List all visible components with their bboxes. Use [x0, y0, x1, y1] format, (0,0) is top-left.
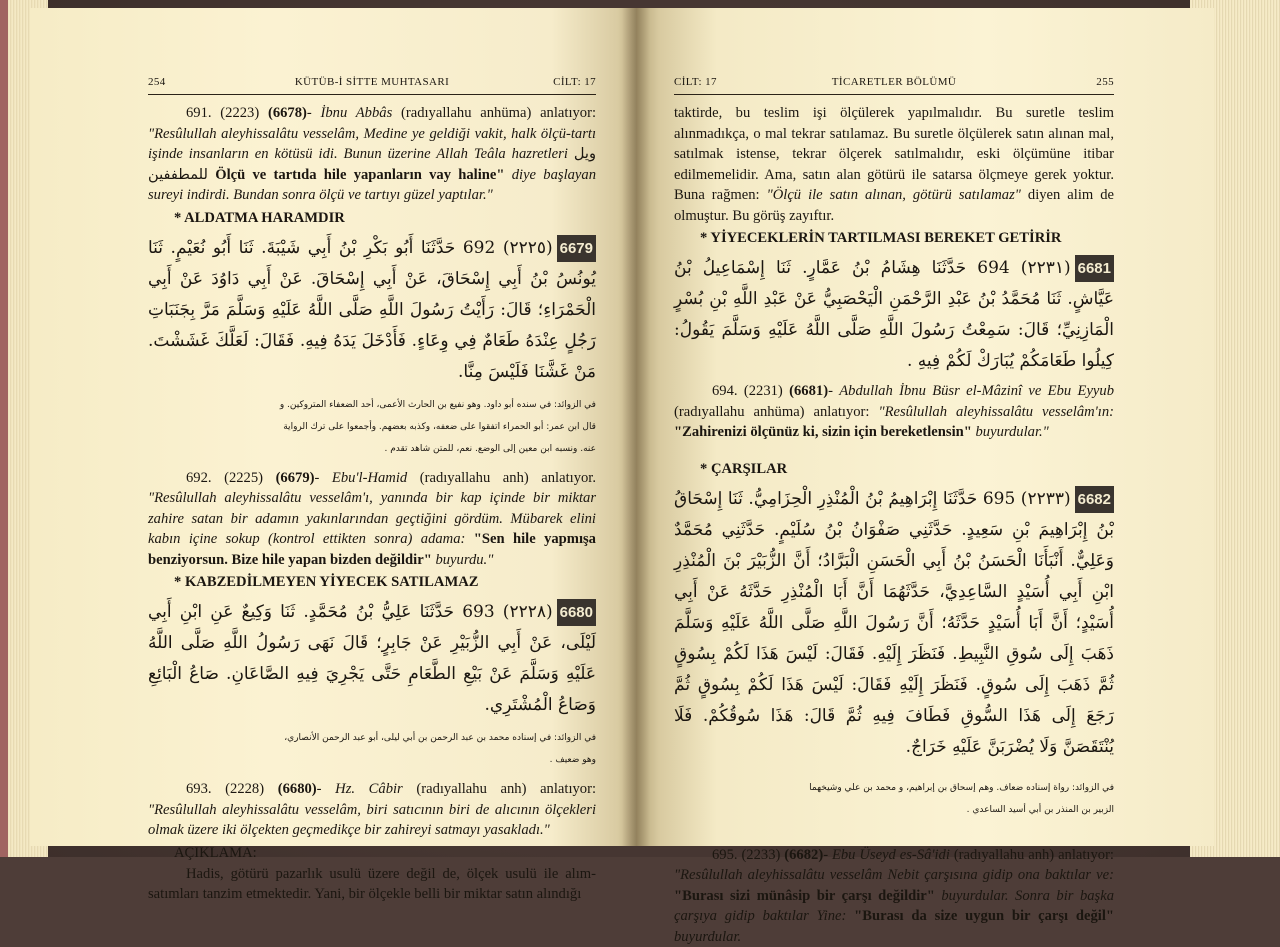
- text-span: -: [823, 847, 832, 863]
- text-span: (radıyallahu anhüma) anlatıyor:: [392, 105, 596, 121]
- text-span: buyurdular.": [972, 424, 1049, 440]
- hadith-number-badge: 6681: [1075, 255, 1114, 282]
- paragraph-continued: [674, 103, 1114, 226]
- text-span: -: [317, 781, 336, 797]
- text-span: "Sen hile yapmışa benziyorsun. Bize hile yapan bizden değildir": [148, 531, 596, 568]
- text-span: Hz. Câbir: [335, 781, 403, 797]
- text-span: (radıyallahu anhüma) anlatıyor:: [674, 404, 878, 420]
- section-heading: * ÇARŞILAR: [700, 461, 1114, 478]
- text-span: "Resûlullah aleyhissalâtu vesselâm'ın:: [878, 404, 1114, 420]
- text-span: (٢٢٣٣) 695 حَدَّثَنَا إِبْرَاهِيمُ بْنُ الْمُنْذِرِ الْحِزَامِيُّ. ثَنَا إِسْحَاقُ بْنُ إِبْرَاهِيمَ بْنِ سَعِيدٍ. حَدَّثَنِي صَفْوَانُ بْنُ سُلَيْمٍ. حَدَّثَنِي مُحَمَّدٌ وَعَلِيٌّ. أَنْبَأَنَا الْحَسَنُ بْنُ أَبِي الْحَسَنِ الْبَرَّادُ؛ أَنَّ الزُّبَيْرَ بْنَ الْمُنْذِرِ ابْنِ أَبِي أُسَيْدٍ السَّاعِدِيَّ، حَدَّثَهُمَا أَنَّ أَبَا الْمُنْذِرِ حَدَّثَهُ عَنْ أَبِي أُسَيْدٍ؛ أَنَّ أَبَا أُسَيْدٍ حَدَّثَهُ؛ أَنَّ رَسُولَ اللَّهِ صَلَّى اللَّهُ عَلَيْهِ وَسَلَّمَ ذَهَبَ إِلَى سُوقِ النَّبِيطِ. فَنَظَرَ إِلَيْهِ. فَقَالَ: لَيْسَ هَذَا لَكُمْ بِسُوقٍ ثُمَّ ذَهَبَ إِلَى سُوقٍ. فَنَظَرَ إِلَيْهِ فَقَالَ: لَيْسَ هَذَا لَكُمْ بِسُوقٍ ثُمَّ رَجَعَ إِلَى هَذَا السُّوقِ فَطَافَ فِيهِ ثُمَّ قَالَ: هَذَا سُوقُكُمْ. فَلَا يُنْتَقَصَنَّ وَلَا يُضْرَبَنَّ عَلَيْهِ خَرَاجٌ.: [674, 489, 1114, 757]
- paragraph-691: [148, 103, 596, 206]
- text-span: "Resûlullah aleyhissalâtu vesselâm Nebit çarşısına gidip ona baktılar ve:: [674, 867, 1114, 883]
- arabic-phrase: ويل للمطففين: [148, 145, 596, 183]
- text-span: Ebu Üseyd es-Sâ'idi: [832, 847, 950, 863]
- text-span: الزبير بن المنذر بن أبي أسيد الساعدي .: [674, 799, 1114, 821]
- text-span: İbnu Abbâs: [321, 105, 393, 121]
- text-span: (٢٢٢٥) 692 حَدَّثَنَا أَبُو بَكْرِ بْنُ أَبِي شَيْبَةَ. ثَنَا أَبُو نُعَيْمٍ. ثَنَا يُونُسُ بْنُ أَبِي إِسْحَاقَ، عَنْ أَبِي إِسْحَاقَ. عَنْ أَبِي دَاوُدَ عَنْ أَبِي الْحَمْرَاءِ؛ قَالَ: رَأَيْتُ رَسُولَ اللَّهِ صَلَّى اللَّهُ عَلَيْهِ وَسَلَّمَ مَرَّ بِجَنَبَاتِ رَجُلٍ عِنْدَهُ طَعَامٌ فِي وِعَاءٍ. فَأَدْخَلَ يَدَهُ فِيهِ. فَقَالَ: لَعَلَّكَ غَشَشْتَ. مَنْ غَشَّنَا فَلَيْسَ مِنَّا.: [148, 238, 596, 382]
- text-span: 693. (2228): [186, 781, 278, 797]
- paragraph-explanation: Hadis, götürü pazarlık usulü üzere değil de, ölçek usulü ile alım-satımları tanzim etmektedir. Yani, bir ölçekle belli bir miktar satın alındığı: [148, 864, 596, 905]
- page-number: 255: [1096, 76, 1114, 88]
- text-span: (6681): [789, 383, 828, 399]
- text-span: -: [307, 105, 321, 121]
- arabic-hadith-6681: [674, 253, 1114, 377]
- paragraph-693: [148, 779, 596, 841]
- text-span: "Ölçü ile satın alınan, götürü satılamaz": [767, 187, 1021, 203]
- arabic-footnote-6679: [148, 394, 596, 460]
- hadith-number-badge: 6682: [1075, 486, 1114, 513]
- text-span: وهو ضعيف .: [148, 749, 596, 771]
- right-page-header: [674, 66, 1114, 95]
- text-span: buyurdular. Sonra bir başka çarşıya gidip baktılar Yine:: [674, 888, 1114, 925]
- arabic-hadith-6682: [674, 484, 1114, 763]
- text-span: taktirde, bu teslim işi ölçülerek yapılmalıdır. Bu suretle teslim alınmadıkça, o mal tekrar satılamaz. Bu suretle ölçülerek satın alınan mal, satılmak istense, tekrar ölçerek satılmalıdır, eski ölçümüne itibar edilmemelidir. Ama, satın alan götürü ile satarsa ölçmeye gerek yoktur. Buna rağmen:: [674, 105, 1114, 203]
- text-span: 695. (2233): [712, 847, 784, 863]
- volume-label: CİLT: 17: [674, 76, 717, 88]
- text-span: "Burası sizi münâsip bir çarşı değildir": [674, 888, 935, 904]
- text-span: (radıyallahu anh) anlatıyor.: [407, 470, 596, 486]
- text-span: (٢٢٣١) 694 حَدَّثَنَا هِشَامُ بْنُ عَمَّارٍ. ثَنَا إِسْمَاعِيلُ بْنُ عَيَّاشٍ. ثَنَا مُحَمَّدُ بْنُ عَبْدِ الرَّحْمَنِ الْيَحْصَبِيُّ عَنْ عَبْدِ اللَّهِ بْنِ بُسْرٍ الْمَازِنِيِّ؛ قَالَ: سَمِعْتُ رَسُولَ اللَّهِ صَلَّى اللَّهُ عَلَيْهِ وَسَلَّمَ يَقُولُ: كِيلُوا طَعَامَكُمْ يُبَارَكْ لَكُمْ فِيهِ .: [674, 258, 1114, 371]
- hadith-number-badge: 6680: [557, 599, 596, 626]
- text-span: "Resûlullah aleyhissalâtu vesselâm, Medine ye geldiği vakit, halk ölçü-tartı işinde insanların en kötüsü idi. Bunun üzerine Allah Teâla hazretleri: [148, 126, 596, 163]
- text-span: diye başlayan sureyi indirdi. Bundan sonra ölçü ve tartıyı güzel yaptılar.": [148, 167, 596, 204]
- paragraph-695: [674, 845, 1114, 947]
- section-heading: * ALDATMA HARAMDIR: [174, 210, 596, 227]
- paragraph-694: [674, 381, 1114, 443]
- volume-label: CİLT: 17: [553, 76, 596, 88]
- paragraph-692: [148, 468, 596, 571]
- text-span: -: [828, 383, 839, 399]
- text-span: في الزوائد: في إسناده محمد بن عبد الرحمن بن أبي ليلى، أبو عبد الرحمن الأنصاري،: [148, 727, 596, 749]
- text-span: قال ابن عمر: أبو الحمراء اتفقوا على ضعفه، وكذبه بعضهم. وأجمعوا على ترك الرواية: [148, 416, 596, 438]
- text-span: -: [314, 470, 331, 486]
- section-heading: * KABZEDİLMEYEN YİYECEK SATILAMAZ: [174, 574, 596, 591]
- text-span: 691. (2223): [186, 105, 268, 121]
- arabic-footnote-6680: [148, 727, 596, 771]
- text-span: في الزوائد: رواة إسناده ضعاف. وهم إسحاق بن إبراهيم، و محمد بن علي وشيخهما: [674, 777, 1114, 799]
- text-span: "Resûlullah aleyhissalâtu vesselâm'ı, yanında bir kap içinde bir miktar zahire satan bir adamın yakınlarından geçtiğini gördüm. Mübarek elini kabın içine sokup (kontrol ettikten sonra) adama:: [148, 490, 596, 547]
- text-span: عنه. ونسبه ابن معين إلى الوضع. نعم، للمتن شاهد تقدم .: [148, 438, 596, 460]
- text-span: في الزوائد: في سنده أبو داود. وهو نفيع بن الحارث الأعمى، أحد الضعفاء المتروكين. و: [148, 394, 596, 416]
- text-span: "Burası da size uygun bir çarşı değil": [854, 908, 1114, 924]
- section-heading: * YİYECEKLERİN TARTILMASI BEREKET GETİRİR: [700, 230, 1114, 247]
- arabic-hadith-6680: [148, 597, 596, 721]
- left-page-header: [148, 66, 596, 95]
- text-span: buyurdular.: [674, 929, 741, 945]
- text-span: "Resûlullah aleyhissalâtu vesselâm, biri satıcının biri de alıcının ölçekleri olmak üzere iki ölçekten geçmedikçe bir zahireyi satmayı yasakladı.": [148, 802, 596, 839]
- text-span: buyurdu.": [432, 552, 494, 568]
- explanation-label: AÇIKLAMA:: [174, 845, 596, 862]
- text-span: Abdullah İbnu Büsr el-Mâzinî ve Ebu Eyyub: [839, 383, 1114, 399]
- left-page: [30, 8, 636, 846]
- hadith-number-badge: 6679: [557, 235, 596, 262]
- text-span: "Zahirenizi ölçünüz ki, sizin için bereketlensin": [674, 424, 972, 440]
- text-span: 692. (2225): [186, 470, 276, 486]
- arabic-footnote-6682: [674, 777, 1114, 821]
- text-span: (6679): [276, 470, 315, 486]
- text-span: (6680): [278, 781, 317, 797]
- text-span: (radıyallahu anh) anlatıyor:: [403, 781, 596, 797]
- page-number: 254: [148, 76, 166, 88]
- text-span: (radıyallahu anh) anlatıyor:: [950, 847, 1114, 863]
- running-title: TİCARETLER BÖLÜMÜ: [674, 76, 1114, 88]
- arabic-hadith-6679: [148, 233, 596, 388]
- text-span: diyen alim de olmuştur. Bu görüş zayıftır.: [674, 187, 1114, 224]
- text-span: Ebu'l-Hamid: [332, 470, 407, 486]
- text-span: (6678): [268, 105, 307, 121]
- text-span: Ölçü ve tartıda hile yapanların vay haline": [215, 167, 504, 183]
- book-gutter: [622, 8, 650, 846]
- right-page: [636, 8, 1214, 846]
- text-span: 694. (2231): [712, 383, 789, 399]
- text-span: (٢٢٢٨) 693 حَدَّثَنَا عَلِيُّ بْنُ مُحَمَّدٍ. ثَنَا وَكِيعٌ عَنِ ابْنِ أَبِي لَيْلَى، عَنْ أَبِي الزُّبَيْرِ عَنْ جَابِرٍ؛ قَالَ نَهَى رَسُولُ اللَّهِ صَلَّى اللَّهُ عَلَيْهِ وَسَلَّمَ عَنْ بَيْعِ الطَّعَامِ حَتَّى يَجْرِيَ فِيهِ الصَّاعَانِ. صَاعُ الْبَائِعِ وَصَاعُ الْمُشْتَرِي.: [148, 602, 596, 715]
- text-span: (6682): [784, 847, 823, 863]
- running-title: KÜTÜB-İ SİTTE MUHTASARI: [148, 76, 596, 88]
